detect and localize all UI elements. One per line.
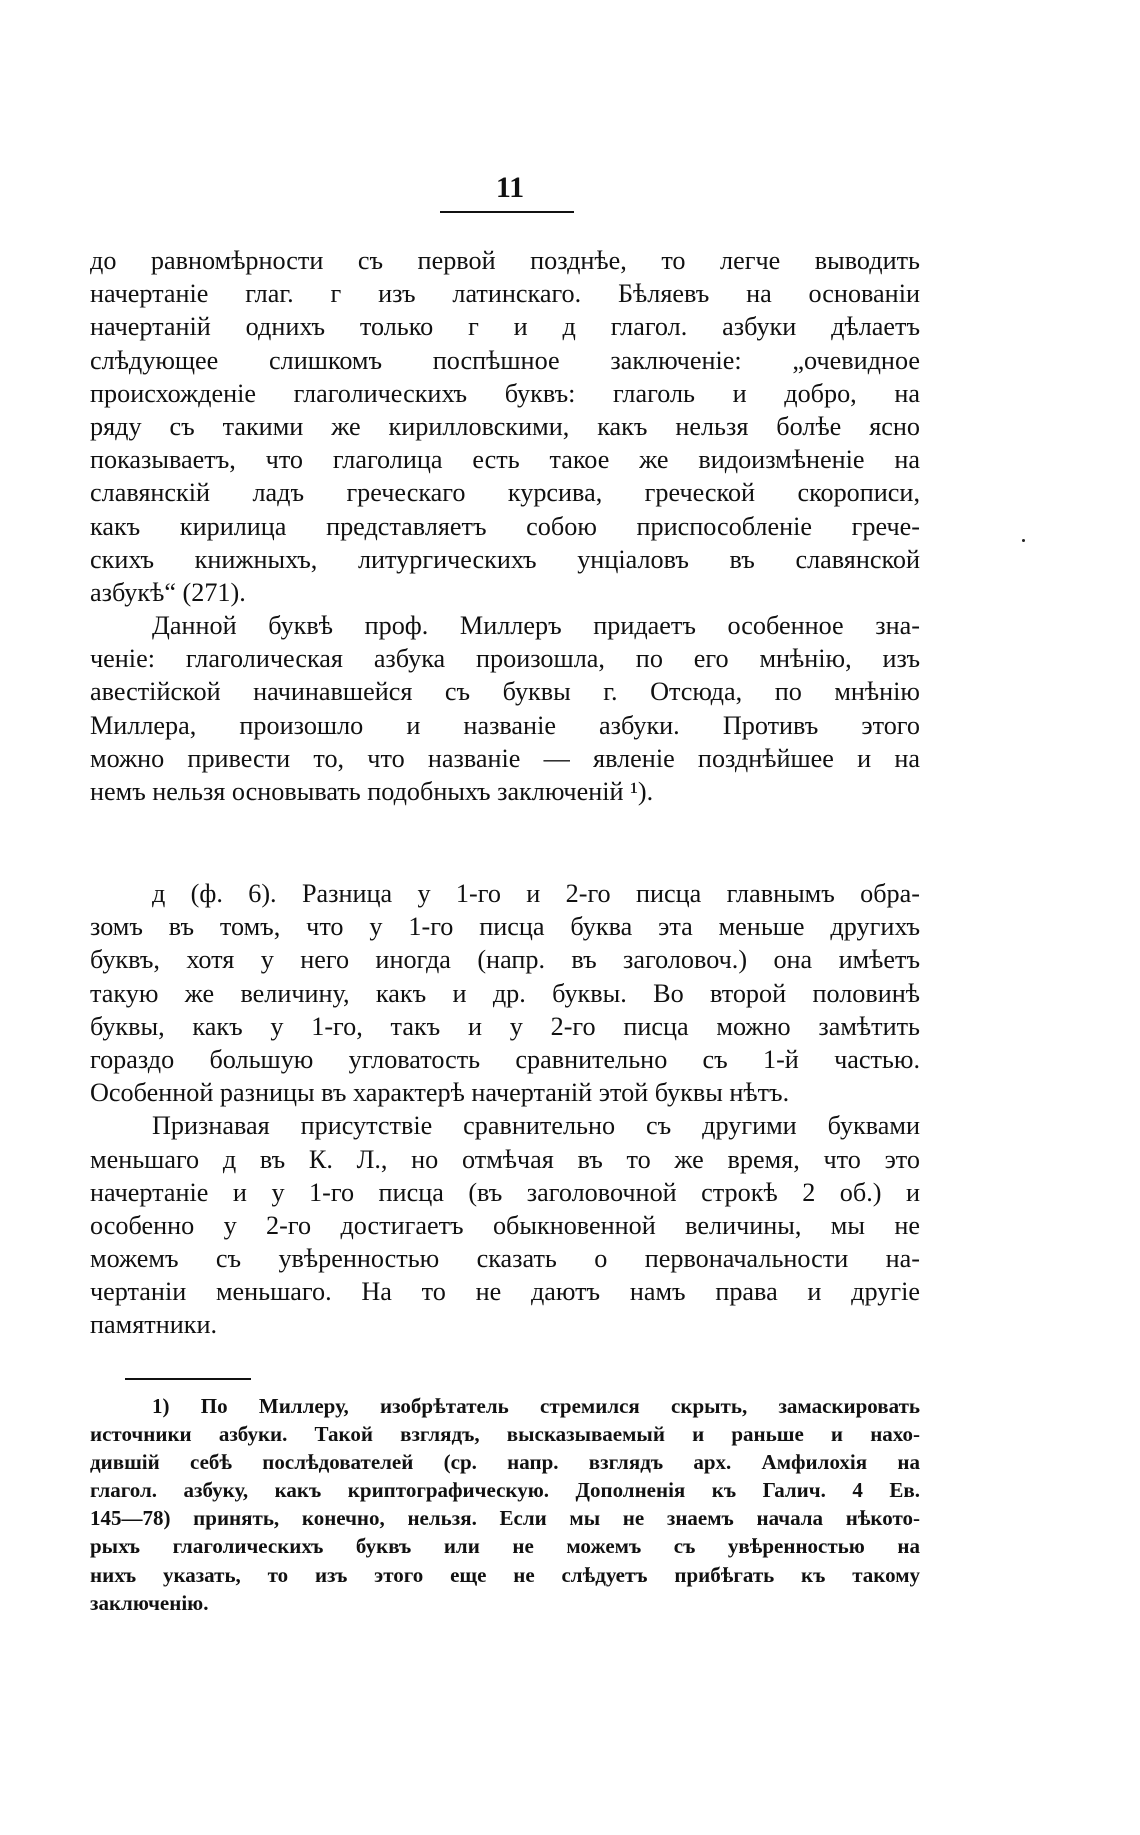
- text-line: начертаній однихъ только г и д глагол. азбуки дѣлаетъ: [90, 312, 920, 342]
- text-line: до равномѣрности съ первой позднѣе, то легче выводить: [90, 246, 920, 275]
- footnote-line: 1) По Миллеру, изобрѣтатель стремился скрыть, замаскировать: [152, 1394, 920, 1418]
- text-line: ченіе: глаголическая азбука произошла, по его мнѣнію, изъ: [90, 644, 920, 674]
- text-line: Миллера, произошло и названіе азбуки. Противъ этого: [90, 710, 920, 740]
- main-text-upper: [90, 244, 920, 808]
- text-line: авестійской начинавшейся съ буквы г. Отсюда, по мнѣнію: [90, 677, 920, 707]
- text-line: славянскій ладъ греческаго курсива, греческой скорописи,: [90, 478, 920, 508]
- text-line: буквъ, хотя у него иногда (напр. въ заголовоч.) она имѣетъ: [90, 945, 920, 975]
- text-line: такую же величину, какъ и др. буквы. Во второй половинѣ: [90, 978, 920, 1008]
- text-line: чертаніи меньшаго. На то не даютъ намъ права и другіе: [90, 1277, 920, 1307]
- footnote-line: рыхъ глаголическихъ буквъ или не можемъ съ увѣренностью на: [90, 1534, 920, 1559]
- text-line: можно привести то, что названіе — явленіе позднѣйшее и на: [90, 743, 920, 773]
- text-line: слѣдующее слишкомъ поспѣшное заключеніе: „очевидное: [90, 345, 920, 375]
- text-line: какъ кирилица представляетъ собою приспособленіе грече-: [90, 511, 920, 541]
- text-line: Особенной разницы въ характерѣ начертаній этой буквы нѣтъ.: [90, 1078, 790, 1108]
- text-line: начертаніе глаг. г изъ латинскаго. Бѣляевъ на основаніи: [90, 279, 920, 309]
- text-line: немъ нельзя основывать подобныхъ заключеній ¹).: [90, 777, 654, 806]
- main-text-lower: [90, 877, 920, 1342]
- footnote-line: 145—78) принять, конечно, нельзя. Если мы не знаемъ начала нѣкото-: [90, 1506, 920, 1531]
- text-line: азбукѣ“ (271).: [90, 577, 246, 607]
- paragraph-4: [90, 1109, 920, 1341]
- text-line: гораздо большую угловатость сравнительно съ 1-й частью.: [90, 1044, 920, 1074]
- text-line: скихъ книжныхъ, литургическихъ унціаловъ въ славянской: [90, 544, 920, 574]
- text-line: памятники.: [90, 1310, 218, 1340]
- text-line: происхожденіе глаголическихъ буквъ: глаголь и добро, на: [90, 378, 920, 408]
- text-line: д (ф. 6). Разница у 1-го и 2-го писца главнымъ обра-: [152, 879, 920, 908]
- footnote-line: нихъ указать, то изъ этого еще не слѣдуетъ прибѣгать къ такому: [90, 1562, 920, 1587]
- footnote-line: источники азбуки. Такой взглядъ, высказываемый и раньше и нахо-: [90, 1422, 920, 1447]
- footnote-line: глагол. азбуку, какъ криптографическую. Дополненія къ Галич. 4 Ев.: [90, 1478, 920, 1503]
- text-line: зомъ въ томъ, что у 1-го писца буква эта меньше другихъ: [90, 912, 920, 942]
- page-number-rule: [440, 211, 574, 213]
- footnote: [90, 1392, 920, 1617]
- page-number: 11: [495, 171, 525, 204]
- text-line: показываетъ, что глаголица есть такое же видоизмѣненіе на: [90, 445, 920, 475]
- text-line: меньшаго д въ К. Л., но отмѣчая въ то же время, что это: [90, 1144, 920, 1174]
- text-line: буквы, какъ у 1-го, такъ и у 2-го писца можно замѣтить: [90, 1011, 920, 1041]
- paragraph-3: [90, 877, 920, 1109]
- text-line: можемъ съ увѣренностью сказать о первоначальности на-: [90, 1244, 920, 1274]
- text-line: начертаніе и у 1-го писца (въ заголовочной строкѣ 2 об.) и: [90, 1177, 920, 1207]
- text-line: ряду съ такими же кирилловскими, какъ нельзя болѣе ясно: [90, 411, 920, 441]
- footnote-line: дившій себѣ послѣдователей (ср. напр. взглядъ арх. Амфилохія на: [90, 1450, 920, 1475]
- paragraph-2: [90, 609, 920, 808]
- footnote-line: заключенію.: [90, 1590, 209, 1615]
- text-line: Данной буквѣ проф. Миллеръ придаетъ особенное зна-: [152, 611, 920, 641]
- footnote-divider: [125, 1378, 251, 1380]
- text-line: Признавая присутствіе сравнительно съ другими буквами: [152, 1111, 920, 1141]
- paragraph-1: [90, 244, 920, 609]
- text-line: особенно у 2-го достигаетъ обыкновенной величины, мы не: [90, 1210, 920, 1240]
- print-speck: [1022, 539, 1025, 542]
